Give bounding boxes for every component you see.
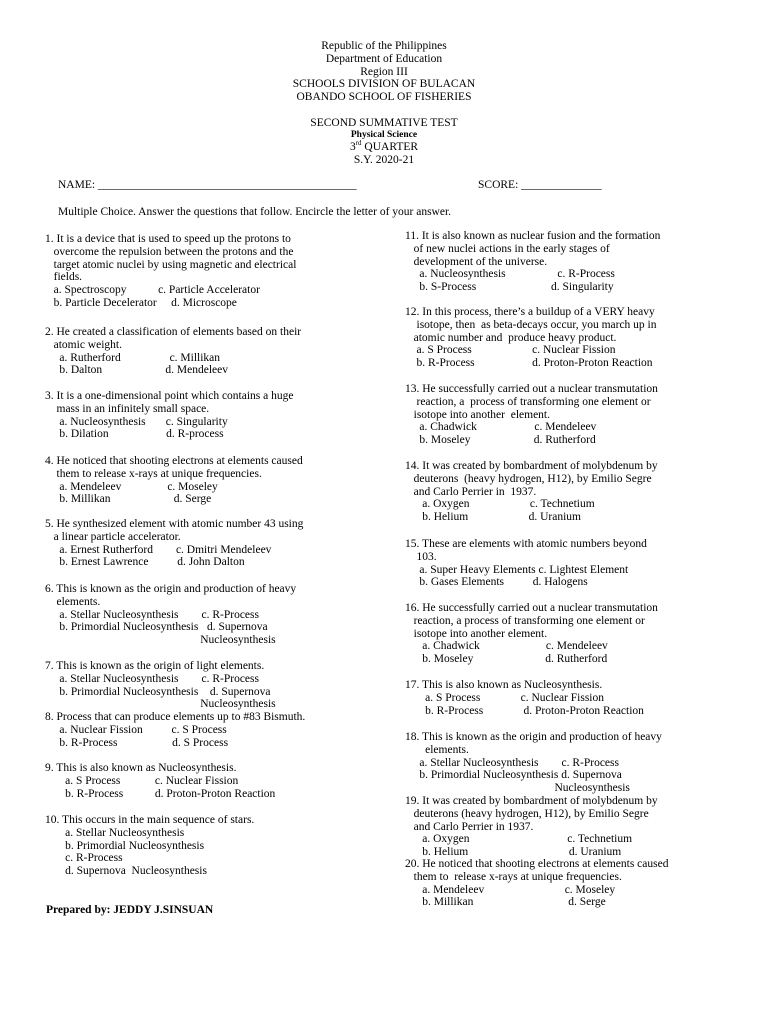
quarter-line (0, 138, 768, 154)
question-line: b. Primordial Nucleosynthesis d. Supernova (405, 769, 622, 782)
question-line: Nucleosynthesis (405, 782, 630, 795)
question-stem: 17. This is also known as Nucleosynthesis. (405, 679, 603, 691)
question-17 (405, 679, 644, 717)
question-12 (405, 306, 657, 370)
question-stem: 9. This is also known as Nucleosynthesis. (45, 762, 237, 774)
question-line: b. R-Process d. Proton-Proton Reaction (45, 787, 276, 800)
question-5 (45, 518, 303, 569)
question-line: a. Stellar Nucleosynthesis c. R-Process (45, 608, 259, 621)
question-line: deuterons (heavy hydrogen, H12), by Emilio Segre (405, 807, 649, 820)
question-line: d. Supernova Nucleosynthesis (45, 865, 207, 878)
question-line: reaction, a process of transforming one element or (405, 614, 645, 627)
question-line: overcome the repulsion between the protons and the (45, 245, 294, 258)
department-line: Department of Education (325, 52, 443, 65)
question-line: a. Nucleosynthesis c. R-Process (405, 268, 615, 281)
question-line: a. Mendeleev c. Moseley (405, 883, 616, 896)
region-line: Region III (360, 65, 408, 78)
question-line: b. Dilation d. R-process (45, 428, 224, 441)
question-19 (405, 795, 658, 859)
question-18 (405, 731, 662, 795)
question-line: a. S Process c. Nuclear Fission (405, 691, 604, 704)
question-stem: 8. Process that can produce elements up to #83 Bismuth. (45, 711, 306, 723)
quarter-suffix: rd (355, 138, 362, 147)
question-stem: 4. He noticed that shooting electrons at elements caused (45, 455, 303, 467)
quarter-number: 3 (349, 140, 356, 153)
question-line: them to release x-rays at unique frequencies. (405, 870, 622, 883)
prepared-by: Prepared by: JEDDY J.SINSUAN (46, 904, 214, 916)
question-stem: 20. He noticed that shooting electrons at elements caused (405, 858, 669, 870)
question-line: elements. (405, 743, 469, 756)
question-line: and Carlo Perrier in 1937. (405, 820, 534, 833)
question-line: elements. (45, 595, 101, 608)
question-stem: 10. This occurs in the main sequence of stars. (45, 814, 255, 826)
question-stem: 3. It is a one-dimensional point which contains a huge (45, 390, 294, 402)
question-stem: 12. In this process, there’s a buildup of a VERY heavy (405, 306, 655, 318)
question-line: isotope, then as beta-decays occur, you march up in (405, 318, 657, 331)
question-11 (405, 230, 660, 294)
question-stem: 1. It is a device that is used to speed up the protons to (45, 233, 291, 245)
question-line: b. Millikan d. Serge (405, 896, 606, 909)
score-field[interactable]: SCORE: ______________ (478, 179, 602, 191)
question-1 (45, 233, 296, 310)
question-line: b. R-Process d. Proton-Proton Reaction (405, 704, 644, 717)
question-13 (405, 383, 658, 447)
question-line: b. Moseley d. Rutherford (405, 434, 596, 447)
question-line: isotope into another element. (405, 408, 550, 421)
question-4 (45, 455, 303, 506)
question-6 (45, 583, 296, 647)
question-line: atomic weight. (45, 338, 122, 351)
question-14 (405, 460, 658, 524)
question-line: a. Stellar Nucleosynthesis (45, 826, 185, 839)
school-line: OBANDO SCHOOL OF FISHERIES (296, 91, 472, 104)
question-line: development of the universe. (405, 255, 548, 268)
question-line: a. Stellar Nucleosynthesis c. R-Process (45, 672, 259, 685)
republic-line: Republic of the Philippines (321, 40, 447, 52)
question-2 (45, 326, 301, 377)
question-8 (45, 711, 305, 749)
question-line: a. Mendeleev c. Moseley (45, 480, 218, 493)
question-stem: 11. It is also known as nuclear fusion and the formation (405, 230, 661, 242)
question-stem: 13. He successfully carried out a nuclear transmutation (405, 383, 658, 395)
quarter-word: QUARTER (361, 140, 419, 153)
question-stem: 2. He created a classification of elements based on their (45, 326, 302, 338)
question-line: a linear particle accelerator. (45, 530, 181, 543)
question-line: atomic number and produce heavy product. (405, 331, 617, 344)
test-title: SECOND SUMMATIVE TEST (310, 116, 458, 129)
division-line: SCHOOLS DIVISION OF BULACAN (292, 78, 476, 91)
question-line: a. S Process c. Nuclear Fission (45, 774, 239, 787)
question-line: b. R-Process d. Proton-Proton Reaction (405, 357, 653, 370)
question-7 (45, 660, 276, 711)
question-line: isotope into another element. (405, 627, 548, 640)
name-score-row (58, 179, 658, 192)
question-16 (405, 602, 658, 666)
name-field[interactable]: NAME: _____________________________________________ (58, 179, 357, 191)
question-line: b. Gases Elements d. Halogens (405, 576, 588, 589)
subject-line: Physical Science (350, 129, 418, 140)
question-stem: 14. It was created by bombardment of molybdenum by (405, 460, 658, 472)
question-line: a. Nucleosynthesis c. Singularity (45, 415, 228, 428)
instructions: Multiple Choice. Answer the questions that follow. Encircle the letter of your answer. (58, 206, 452, 218)
question-line: b. R-Process d. S Process (45, 736, 229, 749)
question-line: c. R-Process (45, 852, 123, 865)
question-line: a. Super Heavy Elements c. Lightest Element (405, 563, 629, 576)
question-line: and Carlo Perrier in 1937. (405, 485, 537, 498)
question-line: mass in an infinitely small space. (45, 402, 210, 415)
question-line: a. Chadwick c. Mendeleev (405, 640, 608, 653)
question-20 (405, 858, 668, 909)
question-line: a. Spectroscopy c. Particle Accelerator (45, 284, 260, 297)
question-line: b. Primordial Nucleosynthesis d. Supernova (45, 621, 268, 634)
question-line: fields. (45, 271, 83, 284)
school-year-line: S.Y. 2020-21 (353, 153, 415, 166)
question-line: a. Oxygen c. Technetium (405, 498, 595, 511)
question-10 (45, 814, 254, 878)
question-line: b. Helium d. Uranium (405, 846, 622, 859)
question-stem: 15. These are elements with atomic numbers beyond (405, 538, 647, 550)
question-stem: 18. This is known as the origin and production of heavy (405, 731, 662, 743)
question-line: Nucleosynthesis (45, 698, 276, 711)
question-stem: 7. This is known as the origin of light elements. (45, 660, 265, 672)
question-line: a. Rutherford c. Millikan (45, 351, 221, 364)
question-line: b. S-Process d. Singularity (405, 281, 614, 294)
question-line: b. Ernest Lawrence d. John Dalton (45, 556, 245, 569)
question-stem: 5. He synthesized element with atomic number 43 using (45, 518, 304, 530)
question-line: Nucleosynthesis (45, 634, 276, 647)
document-header (0, 40, 768, 166)
question-9 (45, 762, 275, 800)
question-line: b. Primordial Nucleosynthesis d. Supernova (45, 685, 271, 698)
question-line: them to release x-rays at unique frequencies. (45, 467, 262, 480)
question-3 (45, 390, 293, 441)
question-15 (405, 538, 647, 589)
question-line: b. Helium d. Uranium (405, 511, 581, 524)
question-line: a. Oxygen c. Technetium (405, 833, 633, 846)
question-stem: 16. He successfully carried out a nuclear transmutation (405, 602, 658, 614)
question-line: a. Chadwick c. Mendeleev (405, 421, 597, 434)
question-line: b. Millikan d. Serge (45, 493, 212, 506)
question-line: b. Moseley d. Rutherford (405, 653, 608, 666)
question-line: deuterons (heavy hydrogen, H12), by Emilio Segre (405, 472, 652, 485)
question-line: 103. (405, 550, 437, 563)
question-line: a. Ernest Rutherford c. Dmitri Mendeleev (45, 543, 272, 556)
question-stem: 19. It was created by bombardment of molybdenum by (405, 795, 658, 807)
question-line: a. Nuclear Fission c. S Process (45, 723, 227, 736)
question-line: target atomic nuclei by using magnetic and electrical (45, 258, 297, 271)
question-stem: 6. This is known as the origin and production of heavy (45, 583, 297, 595)
question-line: b. Particle Decelerator d. Microscope (45, 296, 237, 309)
question-line: b. Dalton d. Mendeleev (45, 364, 229, 377)
question-line: of new nuclei actions in the early stages of (405, 242, 610, 255)
question-line: a. Stellar Nucleosynthesis c. R-Process (405, 756, 619, 769)
question-line: a. S Process c. Nuclear Fission (405, 344, 616, 357)
question-line: b. Primordial Nucleosynthesis (45, 839, 205, 852)
question-line: reaction, a process of transforming one element or (405, 395, 651, 408)
